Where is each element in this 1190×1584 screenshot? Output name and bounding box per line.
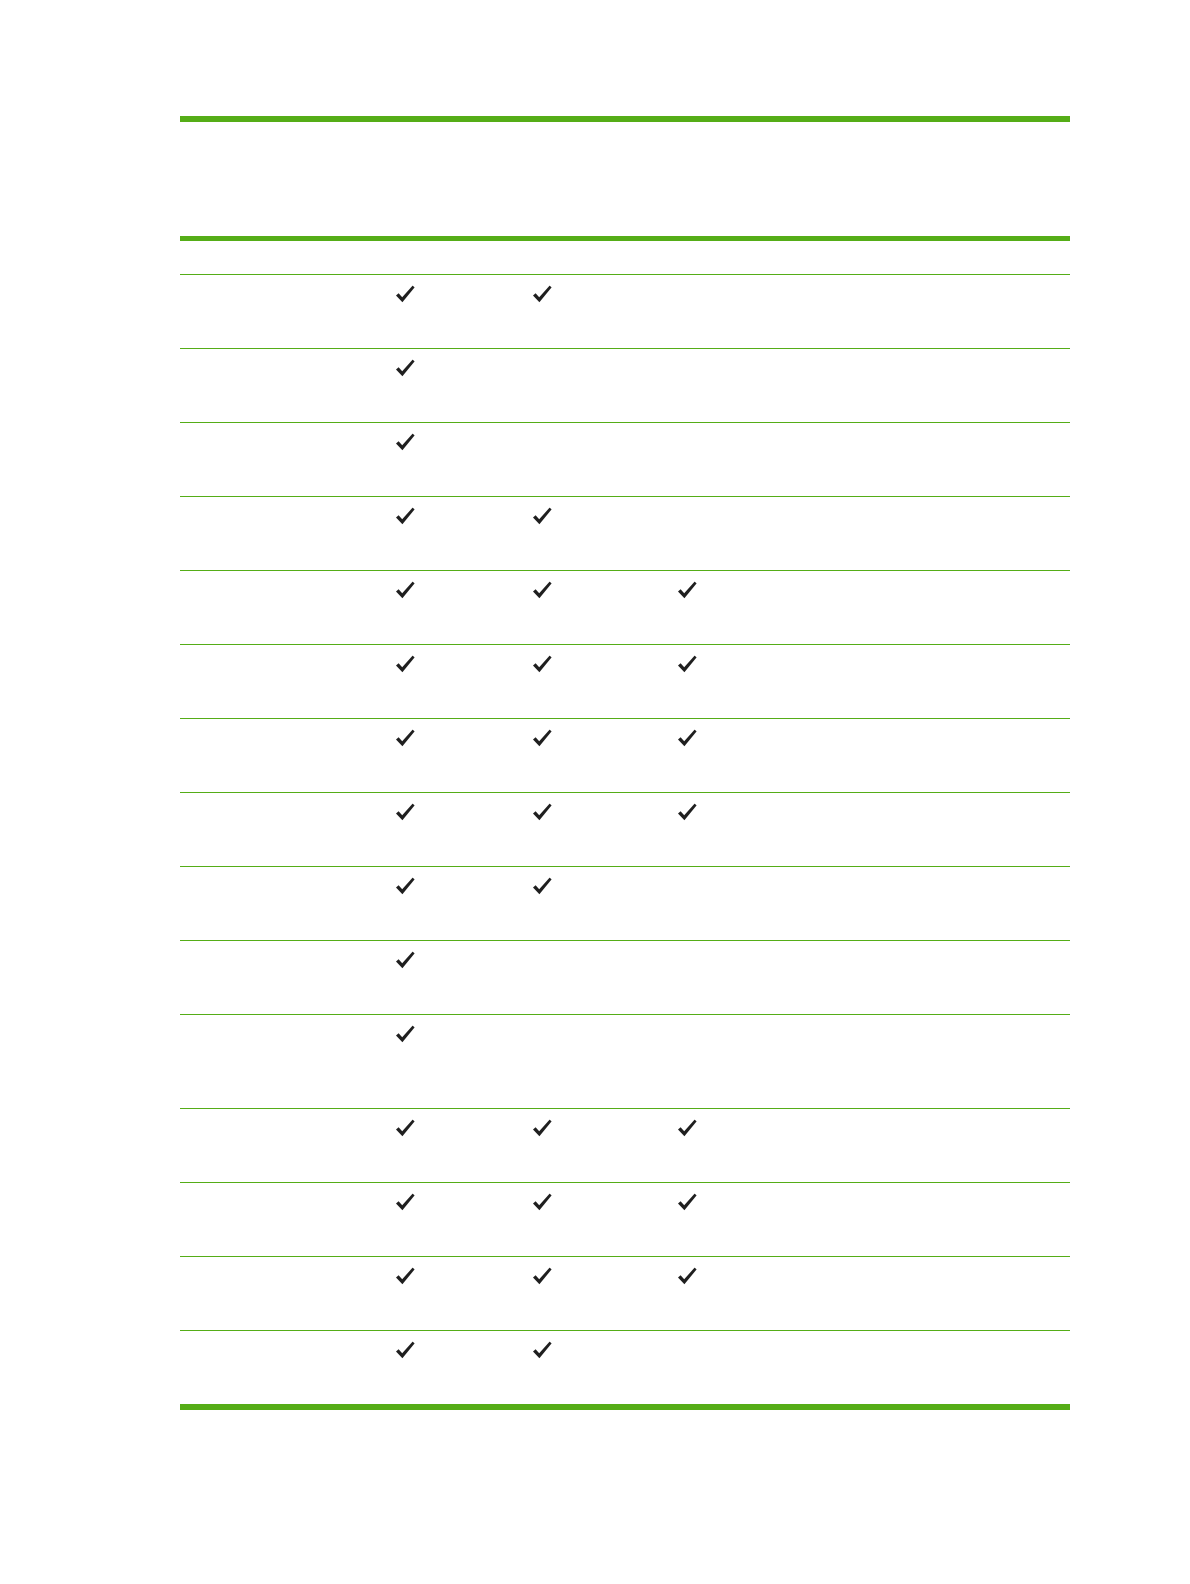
checkmark-icon — [530, 578, 554, 602]
checkmark-icon — [675, 578, 699, 602]
checkmark-icon — [393, 1022, 417, 1046]
checkmark-icon — [530, 282, 554, 306]
table-row — [180, 1182, 1070, 1256]
checkmark-icon — [675, 800, 699, 824]
table-body — [180, 274, 1070, 1404]
table-row — [180, 940, 1070, 1014]
checkmark-icon — [393, 578, 417, 602]
checkmark-icon — [393, 874, 417, 898]
checkmark-icon — [393, 1338, 417, 1362]
checkmark-icon — [393, 356, 417, 380]
table-row — [180, 1108, 1070, 1182]
table-row — [180, 1256, 1070, 1330]
checkmark-icon — [393, 948, 417, 972]
document-page — [180, 0, 1070, 1584]
table-row — [180, 866, 1070, 940]
checkmark-icon — [530, 652, 554, 676]
table-row — [180, 718, 1070, 792]
checkmark-icon — [393, 1264, 417, 1288]
checkmark-icon — [530, 874, 554, 898]
table-row — [180, 496, 1070, 570]
checkmark-icon — [393, 430, 417, 454]
checkmark-icon — [393, 504, 417, 528]
table-row — [180, 274, 1070, 348]
table-row — [180, 422, 1070, 496]
checkmark-icon — [530, 504, 554, 528]
table-row — [180, 644, 1070, 718]
checkmark-icon — [530, 1190, 554, 1214]
table-subheader — [180, 241, 1070, 274]
checkmark-icon — [530, 800, 554, 824]
checkmark-icon — [675, 726, 699, 750]
table-row — [180, 792, 1070, 866]
checkmark-icon — [675, 1116, 699, 1140]
checkmark-icon — [393, 652, 417, 676]
checkmark-icon — [530, 726, 554, 750]
table-row — [180, 1014, 1070, 1108]
checkmark-icon — [393, 1116, 417, 1140]
table-row — [180, 348, 1070, 422]
checkmark-icon — [675, 1190, 699, 1214]
checkmark-icon — [393, 1190, 417, 1214]
checkmark-icon — [675, 652, 699, 676]
checkmark-icon — [675, 1264, 699, 1288]
checkmark-icon — [530, 1338, 554, 1362]
checkmark-icon — [530, 1116, 554, 1140]
checkmark-icon — [393, 726, 417, 750]
table-row — [180, 570, 1070, 644]
table-row — [180, 1330, 1070, 1404]
table-bottom-rule — [180, 1404, 1070, 1410]
checkmark-icon — [393, 282, 417, 306]
table-header — [180, 122, 1070, 236]
checkmark-icon — [530, 1264, 554, 1288]
checkmark-icon — [393, 800, 417, 824]
